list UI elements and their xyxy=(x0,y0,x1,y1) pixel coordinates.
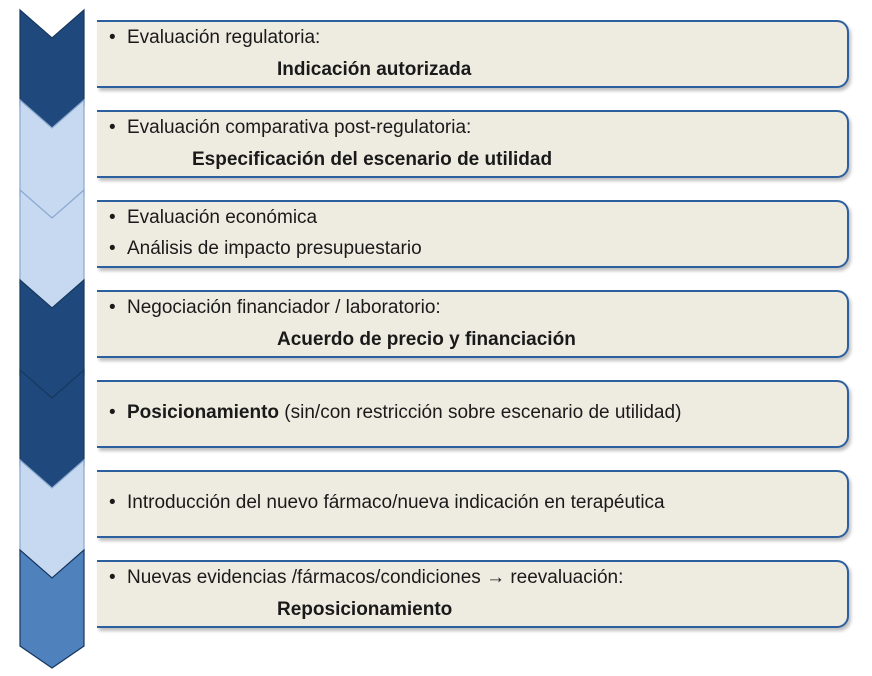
step-1-bullet-text xyxy=(127,27,320,49)
step-2-subtitle: Especificación del escenario de utilidad xyxy=(192,149,553,170)
step-4-bullet-plain: Negociación financiador / laboratorio: xyxy=(127,297,441,318)
step-6-bullet-plain: Introducción del nuevo fármaco/nueva indicación en terapéutica xyxy=(127,492,665,513)
step-7-bullet-plain: Nuevas evidencias /fármacos/condiciones → reevaluación: xyxy=(127,567,624,588)
step-2-bullet-text xyxy=(127,117,471,139)
step-3-bullet-plain: Evaluación económica xyxy=(127,207,318,228)
step-2-bullet-plain: Evaluación comparativa post-regulatoria: xyxy=(127,117,472,138)
bullet-icon: • xyxy=(109,117,116,138)
step-6-box xyxy=(97,470,849,538)
step-2-box xyxy=(97,110,849,178)
step-7-box xyxy=(97,560,849,628)
step-5-bullet-bold: Posicionamiento xyxy=(127,402,280,423)
bullet-icon: • xyxy=(109,238,116,259)
bullet-icon: • xyxy=(109,207,116,228)
step-5-bullet-text xyxy=(127,402,681,424)
step-5-box xyxy=(97,380,849,448)
step-1-bullet-plain: Evaluación regulatoria: xyxy=(127,27,321,48)
step-7-bullet-text xyxy=(127,567,623,589)
step-4-box xyxy=(97,290,849,358)
step-1-box xyxy=(97,20,849,88)
bullet-icon: • xyxy=(109,492,116,513)
bullet-icon: • xyxy=(109,402,116,423)
step-3-box xyxy=(97,200,849,268)
step-4-subtitle: Acuerdo de precio y financiación xyxy=(277,329,576,350)
step-1-subtitle: Indicación autorizada xyxy=(277,59,472,80)
step-7-chevron-shape xyxy=(20,550,84,668)
step-4-bullet-text xyxy=(127,297,441,319)
step-7-chevron-icon xyxy=(0,550,100,660)
step-3-bullet-text xyxy=(127,238,422,260)
step-5-bullet-plain: (sin/con restricción sobre escenario de utilidad) xyxy=(279,402,682,423)
bullet-icon: • xyxy=(109,27,116,48)
step-7-subtitle: Reposicionamiento xyxy=(277,599,453,620)
step-6-bullet-text xyxy=(127,492,665,514)
bullet-icon: • xyxy=(109,297,116,318)
step-3-bullet-plain: Análisis de impacto presupuestario xyxy=(127,238,422,259)
step-7 xyxy=(0,550,872,660)
step-3-bullet-text xyxy=(127,207,317,229)
bullet-icon: • xyxy=(109,567,116,588)
